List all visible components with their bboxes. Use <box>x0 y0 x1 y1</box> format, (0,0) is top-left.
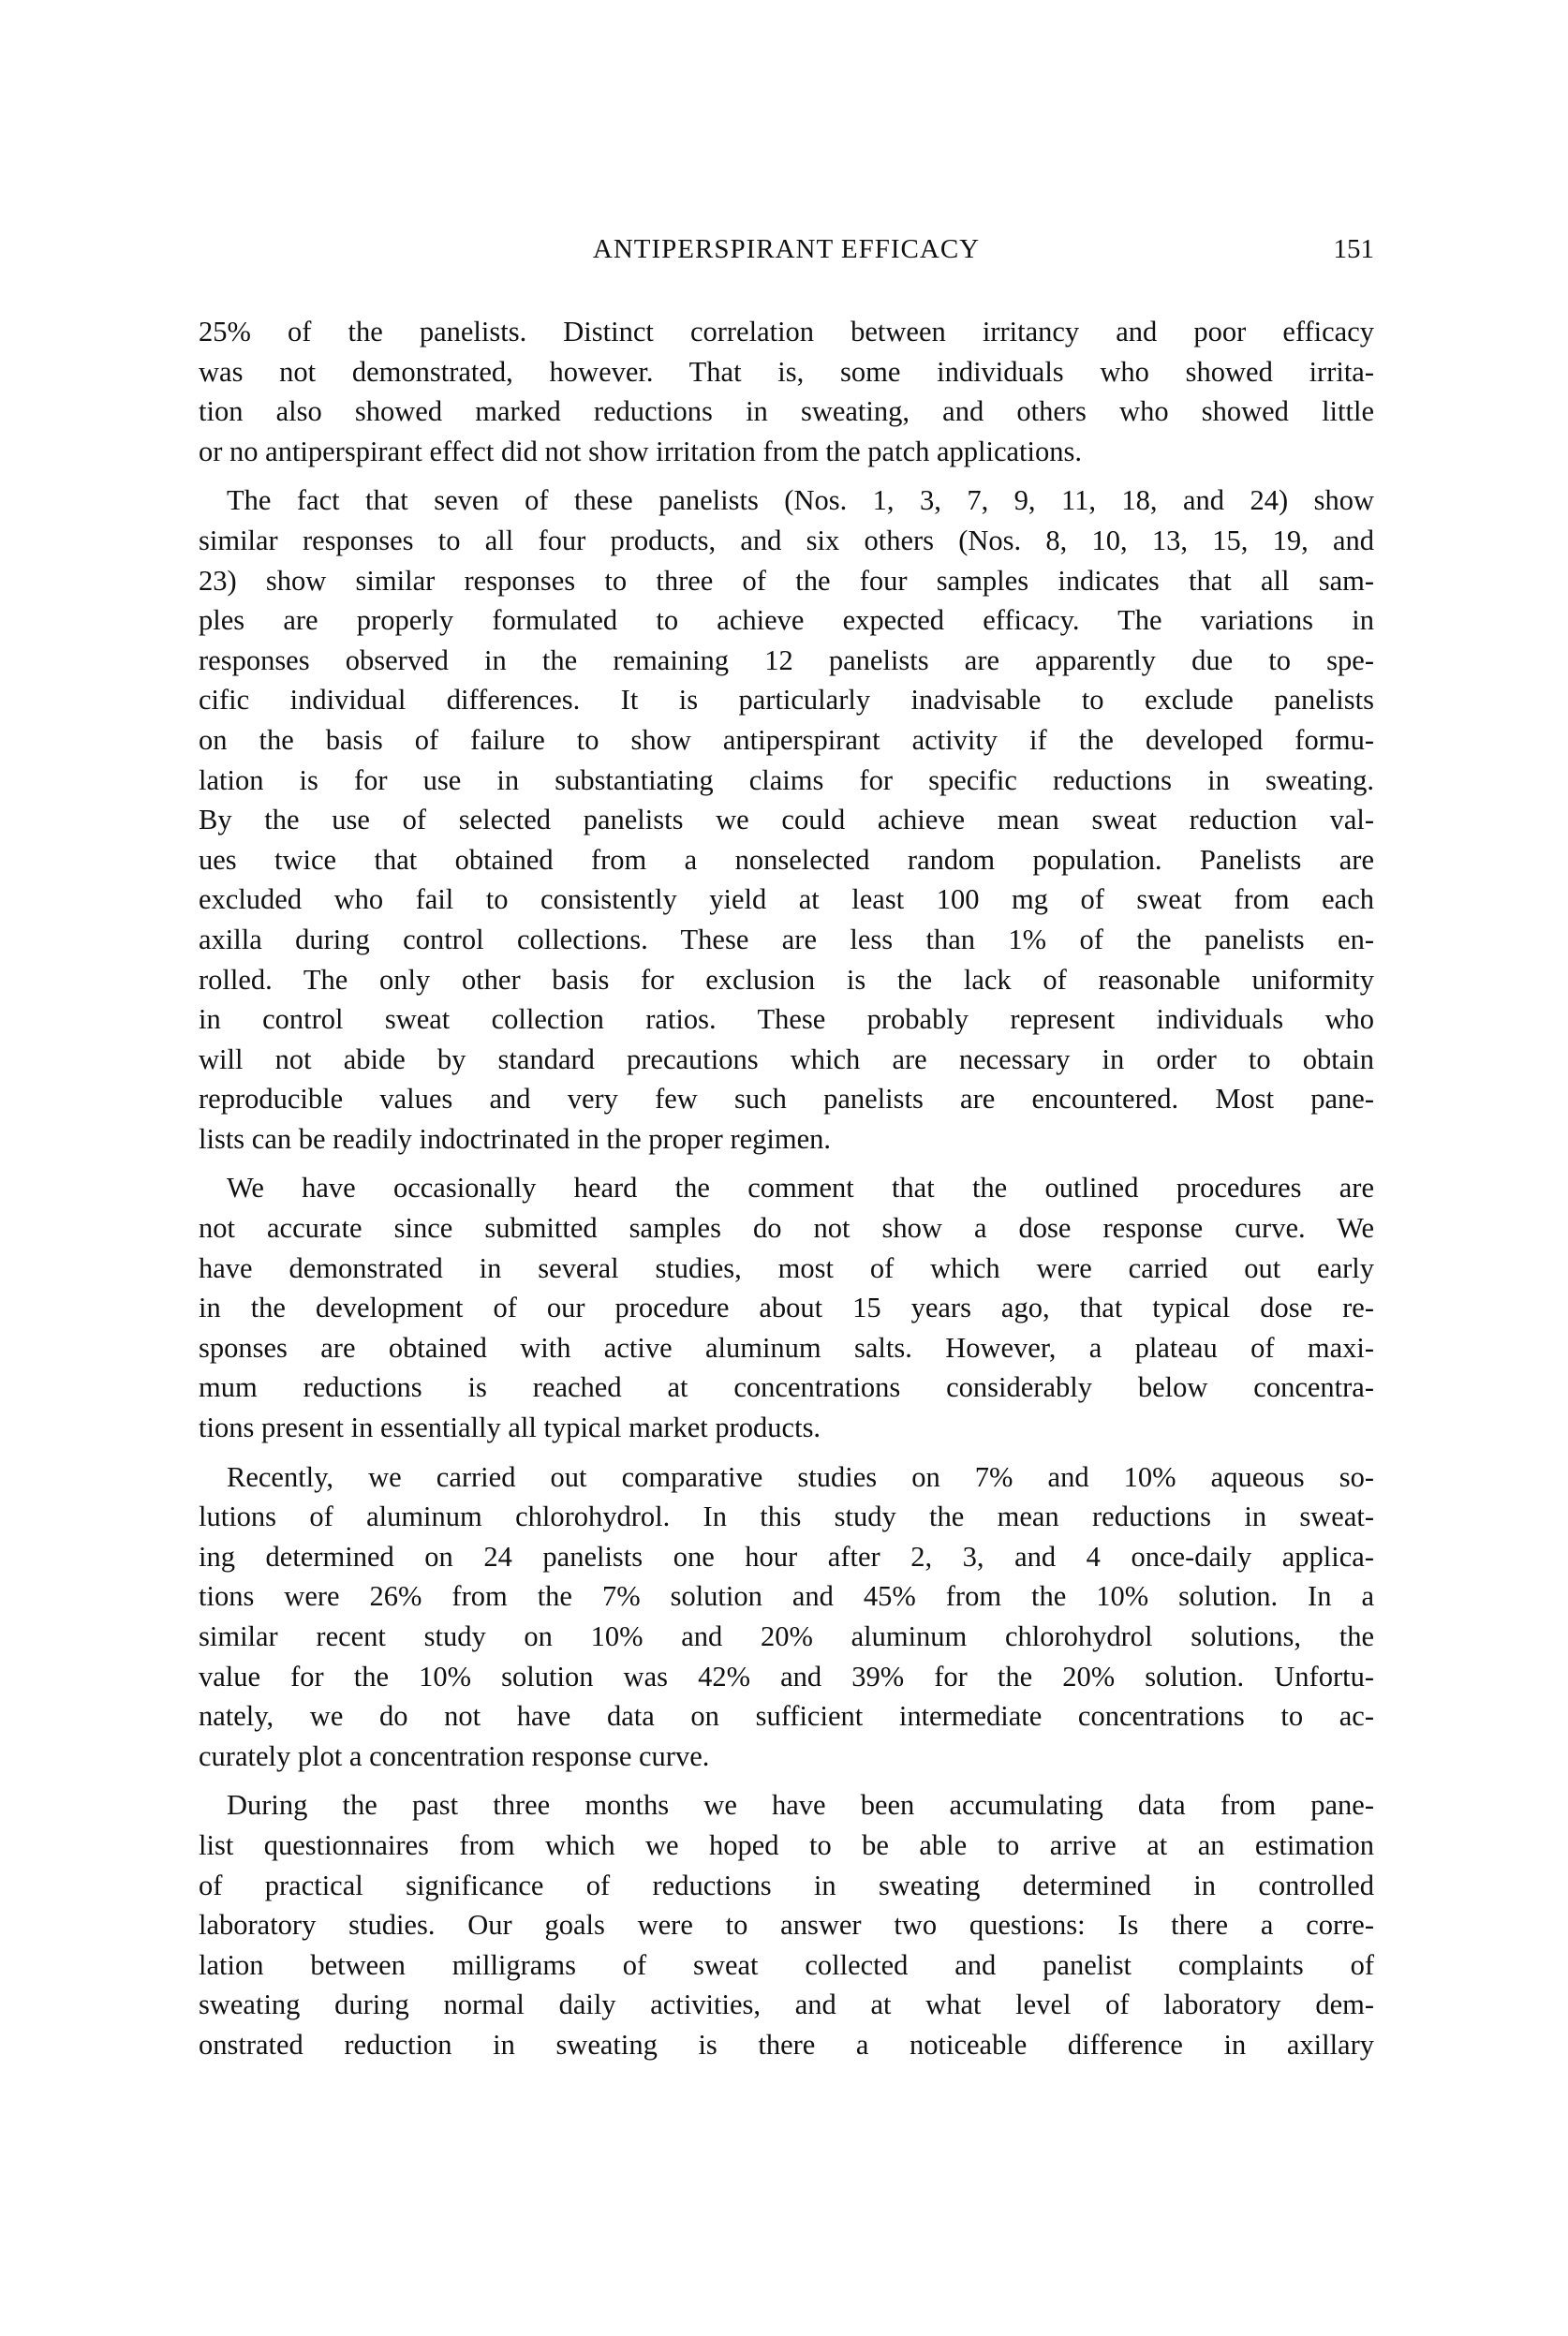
page-number: 151 <box>1333 234 1374 264</box>
text-line: similar responses to all four products, and six others (Nos. 8, 10, 13, 15, 19, and <box>199 524 1374 556</box>
text-line: reproducible values and very few such panelists are encountered. Most pane- <box>199 1083 1374 1116</box>
text-line: will not abide by standard precautions which are necessary in order to obtain <box>199 1042 1374 1075</box>
text-line: or no antiperspirant effect did not show irritation from the patch applications. <box>199 435 1082 467</box>
text-line: 25% of the panelists. Distinct correlation between irritancy and poor efficacy <box>199 316 1374 347</box>
text-line: The fact that seven of these panelists (Nos. 1, 3, 7, 9, 11, 18, and 24) show <box>227 484 1374 517</box>
text-line: not accurate since submitted samples do not show a dose response curve. We <box>199 1212 1374 1245</box>
text-line: laboratory studies. Our goals were to answer two questions: Is there a corre- <box>199 1909 1374 1942</box>
text-line: sweating during normal daily activities, and at what level of laboratory dem- <box>199 1989 1374 2021</box>
paragraph <box>199 1785 1374 2064</box>
text-line: responses observed in the remaining 12 panelists are apparently due to spe- <box>199 643 1374 676</box>
text-line: similar recent study on 10% and 20% aluminum chlorohydrol solutions, the <box>199 1620 1374 1652</box>
text-line: lutions of aluminum chlorohydrol. In this study the mean reductions in sweat- <box>199 1501 1374 1533</box>
text-line: lation is for use in substantiating claims for specific reductions in sweating. <box>199 763 1374 796</box>
text-line: cific individual differences. It is particularly inadvisable to exclude panelists <box>199 684 1374 717</box>
paragraph <box>199 1168 1374 1447</box>
text-line: on the basis of failure to show antiperspirant activity if the developed formu- <box>199 723 1374 756</box>
text-line: We have occasionally heard the comment that the outlined procedures are <box>227 1172 1374 1205</box>
text-line: Recently, we carried out comparative studies on 7% and 10% aqueous so- <box>227 1460 1374 1493</box>
text-line: curately plot a concentration response curve. <box>199 1739 710 1772</box>
text-line: ues twice that obtained from a nonselected random population. Panelists are <box>199 843 1374 876</box>
text-line: tions present in essentially all typical market products. <box>199 1412 821 1444</box>
body-text <box>199 312 1374 2075</box>
paragraph <box>199 1457 1374 1777</box>
text-line: tion also showed marked reductions in sweating, and others who showed little <box>199 395 1374 428</box>
text-line: mum reductions is reached at concentrations considerably below concentra- <box>199 1371 1374 1404</box>
text-line: 23) show similar responses to three of the four samples indicates that all sam- <box>199 564 1374 597</box>
text-line: axilla during control collections. These are less than 1% of the panelists en- <box>199 923 1374 955</box>
text-line: tions were 26% from the 7% solution and 45% from the 10% solution. In a <box>199 1580 1374 1613</box>
text-line: list questionnaires from which we hoped to be able to arrive at an estimation <box>199 1828 1374 1861</box>
text-line: value for the 10% solution was 42% and 39% for the 20% solution. Unfortu- <box>199 1660 1374 1693</box>
text-line: rolled. The only other basis for exclusion is the lack of reasonable uniformity <box>199 963 1374 996</box>
text-line: in the development of our procedure about 15 years ago, that typical dose re- <box>199 1292 1374 1324</box>
text-line: have demonstrated in several studies, most of which were carried out early <box>199 1251 1374 1284</box>
text-line: sponses are obtained with active aluminum salts. However, a plateau of maxi- <box>199 1331 1374 1364</box>
running-title: ANTIPERSPIRANT EFFICACY <box>592 234 981 264</box>
text-line: in control sweat collection ratios. These probably represent individuals who <box>199 1003 1374 1036</box>
text-line: ples are properly formulated to achieve expected efficacy. The variations in <box>199 604 1374 637</box>
text-line: lation between milligrams of sweat collected and panelist complaints of <box>199 1948 1374 1981</box>
text-line: lists can be readily indoctrinated in the proper regimen. <box>199 1122 832 1155</box>
text-line: During the past three months we have been accumulating data from pane- <box>227 1789 1374 1822</box>
text-line: was not demonstrated, however. That is, some individuals who showed irrita- <box>199 355 1374 388</box>
text-line: onstrated reduction in sweating is there a noticeable difference in axillary <box>199 2028 1374 2061</box>
text-line: of practical significance of reductions in sweating determined in controlled <box>199 1869 1374 1901</box>
text-line: nately, we do not have data on sufficient intermediate concentrations to ac- <box>199 1700 1374 1733</box>
text-line: By the use of selected panelists we could achieve mean sweat reduction val- <box>199 804 1374 836</box>
text-line: excluded who fail to consistently yield at least 100 mg of sweat from each <box>199 883 1374 916</box>
text-line: ing determined on 24 panelists one hour after 2, 3, and 4 once-daily applica- <box>199 1540 1374 1573</box>
running-header <box>199 234 1374 272</box>
paragraph <box>199 481 1374 1159</box>
paragraph <box>199 312 1374 471</box>
